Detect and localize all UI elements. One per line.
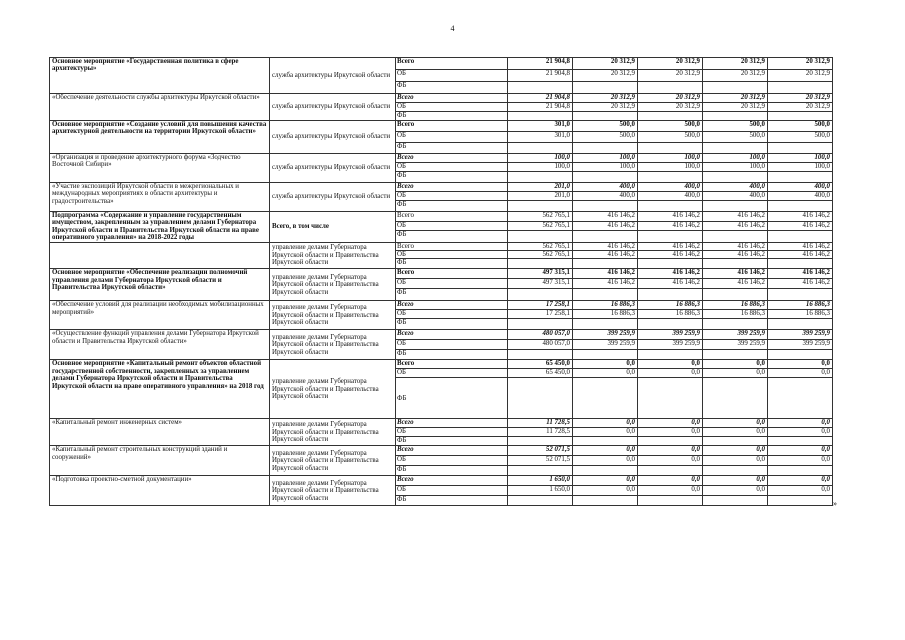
table-row xyxy=(50,58,833,70)
amount-cell xyxy=(638,112,703,121)
measure-name-cell: «Капитальный ремонт строительных конструкций зданий и сооружений» xyxy=(50,446,270,476)
amount-cell: 0,0 xyxy=(573,456,638,466)
amount-cell: 416 146,2 xyxy=(573,251,638,259)
measure-name-cell: Основное мероприятие «Государственная политика в сфере архитектуры» xyxy=(50,58,270,94)
amount-cell: 20 312,9 xyxy=(573,58,638,70)
amount-cell xyxy=(703,201,768,212)
funding-source-cell: Всего xyxy=(396,212,508,222)
amount-cell: 0,0 xyxy=(638,486,703,496)
amount-cell: 500,0 xyxy=(703,121,768,132)
amount-cell: 20 312,9 xyxy=(768,58,833,70)
amount-cell xyxy=(703,496,768,506)
amount-cell xyxy=(638,378,703,419)
amount-cell: 100,0 xyxy=(768,163,833,172)
amount-cell: 500,0 xyxy=(573,121,638,132)
measure-name-cell: Основное мероприятие «Капитальный ремонт объектов областной государственной собственности, закрепленных за управлением делами Губернатора Иркутской области и Правительства Иркутской области на праве оперативного управления» на 2018 год xyxy=(50,360,270,419)
executor-cell: служба архитектуры Иркутской области xyxy=(270,94,396,121)
amount-cell: 11 728,5 xyxy=(508,428,573,437)
amount-cell: 0,0 xyxy=(638,360,703,369)
amount-cell: 0,0 xyxy=(638,428,703,437)
amount-cell xyxy=(508,259,573,269)
amount-cell: 21 904,8 xyxy=(508,70,573,82)
funding-source-cell: ОБ xyxy=(396,132,508,143)
funding-source-cell: ФБ xyxy=(396,378,508,419)
amount-cell xyxy=(768,259,833,269)
amount-cell xyxy=(703,143,768,154)
amount-cell xyxy=(508,143,573,154)
amount-cell: 100,0 xyxy=(508,163,573,172)
amount-cell: 500,0 xyxy=(573,132,638,143)
amount-cell: 16 886,3 xyxy=(638,301,703,310)
executor-cell: управление делами Губернатора Иркутской области и Правительства Иркутской области xyxy=(270,476,396,506)
amount-cell: 416 146,2 xyxy=(768,269,833,279)
amount-cell: 416 146,2 xyxy=(573,242,638,250)
amount-cell xyxy=(768,378,833,419)
amount-cell: 400,0 xyxy=(768,183,833,192)
executor-cell: служба архитектуры Иркутской области xyxy=(270,58,396,94)
amount-cell xyxy=(573,378,638,419)
executor-cell: управление делами Губернатора Иркутской области и Правительства Иркутской области xyxy=(270,301,396,330)
table-row xyxy=(50,330,833,340)
amount-cell xyxy=(638,350,703,360)
amount-cell: 400,0 xyxy=(573,183,638,192)
amount-cell: 497 315,1 xyxy=(508,279,573,289)
amount-cell: 100,0 xyxy=(768,154,833,163)
funding-source-cell: ФБ xyxy=(396,259,508,269)
amount-cell: 0,0 xyxy=(703,360,768,369)
table-row xyxy=(50,183,833,192)
amount-cell xyxy=(573,466,638,476)
measure-name-cell: «Обеспечение деятельности службы архитектуры Иркутской области» xyxy=(50,94,270,121)
executor-cell: служба архитектуры Иркутской области xyxy=(270,154,396,183)
amount-cell: 416 146,2 xyxy=(703,279,768,289)
amount-cell: 416 146,2 xyxy=(638,279,703,289)
table-row xyxy=(50,446,833,456)
amount-cell: 0,0 xyxy=(638,456,703,466)
amount-cell xyxy=(508,231,573,242)
amount-cell: 0,0 xyxy=(573,419,638,428)
amount-cell xyxy=(508,201,573,212)
amount-cell: 100,0 xyxy=(638,163,703,172)
amount-cell: 416 146,2 xyxy=(703,251,768,259)
measure-name-cell: «Подготовка проектно-сметной документации» xyxy=(50,476,270,506)
amount-cell xyxy=(768,201,833,212)
amount-cell: 0,0 xyxy=(703,419,768,428)
amount-cell: 416 146,2 xyxy=(768,251,833,259)
amount-cell: 500,0 xyxy=(703,132,768,143)
amount-cell xyxy=(703,112,768,121)
amount-cell: 20 312,9 xyxy=(638,70,703,82)
amount-cell: 0,0 xyxy=(768,486,833,496)
amount-cell: 20 312,9 xyxy=(768,94,833,103)
amount-cell xyxy=(508,466,573,476)
amount-cell: 562 765,1 xyxy=(508,251,573,259)
amount-cell xyxy=(573,437,638,446)
amount-cell: 500,0 xyxy=(638,121,703,132)
amount-cell: 100,0 xyxy=(573,163,638,172)
funding-source-cell: Всего xyxy=(396,330,508,340)
measure-name-cell: Подпрограмма «Содержание и управление государственным имуществом, закрепленным за управлением делами Губернатора Иркутской области и Правительства Иркутской области на праве оперативного управления» на 2018-2022 годы xyxy=(50,212,270,243)
amount-cell: 100,0 xyxy=(703,154,768,163)
measure-name-cell: «Обеспечение условий для реализации необходимых мобилизационных мероприятий» xyxy=(50,301,270,330)
amount-cell: 0,0 xyxy=(768,476,833,486)
amount-cell: 0,0 xyxy=(638,369,703,378)
amount-cell: 400,0 xyxy=(638,192,703,201)
table-row xyxy=(50,121,833,132)
amount-cell: 416 146,2 xyxy=(573,221,638,231)
amount-cell xyxy=(768,289,833,301)
amount-cell: 0,0 xyxy=(768,428,833,437)
amount-cell xyxy=(573,201,638,212)
amount-cell: 16 886,3 xyxy=(703,301,768,310)
table-row xyxy=(50,212,833,222)
page-number: 4 xyxy=(450,24,455,33)
amount-cell xyxy=(638,143,703,154)
amount-cell: 480 057,0 xyxy=(508,340,573,350)
amount-cell: 400,0 xyxy=(703,192,768,201)
amount-cell: 20 312,9 xyxy=(703,70,768,82)
funding-source-cell: ФБ xyxy=(396,496,508,506)
amount-cell: 416 146,2 xyxy=(573,269,638,279)
amount-cell xyxy=(703,231,768,242)
amount-cell: 399 259,9 xyxy=(768,330,833,340)
table-row xyxy=(50,476,833,486)
amount-cell: 0,0 xyxy=(638,419,703,428)
amount-cell xyxy=(573,350,638,360)
amount-cell: 100,0 xyxy=(638,154,703,163)
funding-source-cell: Всего xyxy=(396,154,508,163)
amount-cell xyxy=(573,319,638,330)
amount-cell: 0,0 xyxy=(573,360,638,369)
amount-cell: 65 450,0 xyxy=(508,369,573,378)
amount-cell: 301,0 xyxy=(508,132,573,143)
amount-cell: 0,0 xyxy=(573,446,638,456)
amount-cell xyxy=(508,378,573,419)
funding-source-cell: ФБ xyxy=(396,172,508,183)
funding-source-cell: ОБ xyxy=(396,310,508,319)
amount-cell xyxy=(508,82,573,94)
amount-cell xyxy=(573,82,638,94)
amount-cell xyxy=(638,259,703,269)
amount-cell xyxy=(573,496,638,506)
amount-cell: 500,0 xyxy=(768,121,833,132)
executor-cell: управление делами Губернатора Иркутской области и Правительства Иркутской области xyxy=(270,330,396,360)
amount-cell: 399 259,9 xyxy=(573,330,638,340)
amount-cell: 16 886,3 xyxy=(768,310,833,319)
funding-source-cell: Всего xyxy=(396,269,508,279)
amount-cell xyxy=(703,350,768,360)
table-row xyxy=(50,154,833,163)
amount-cell: 20 312,9 xyxy=(638,103,703,112)
funding-source-cell: ФБ xyxy=(396,231,508,242)
amount-cell: 399 259,9 xyxy=(703,330,768,340)
amount-cell xyxy=(638,466,703,476)
amount-cell: 562 765,1 xyxy=(508,242,573,250)
amount-cell: 0,0 xyxy=(703,476,768,486)
funding-source-cell: Всего xyxy=(396,301,508,310)
amount-cell xyxy=(768,319,833,330)
funding-source-cell: Всего xyxy=(396,476,508,486)
amount-cell: 416 146,2 xyxy=(768,212,833,222)
funding-source-cell: ОБ xyxy=(396,369,508,378)
amount-cell: 21 904,8 xyxy=(508,103,573,112)
amount-cell: 52 071,5 xyxy=(508,446,573,456)
amount-cell xyxy=(703,437,768,446)
funding-source-cell: ОБ xyxy=(396,340,508,350)
funding-source-cell: ОБ xyxy=(396,456,508,466)
amount-cell: 0,0 xyxy=(768,446,833,456)
amount-cell: 100,0 xyxy=(703,163,768,172)
amount-cell: 100,0 xyxy=(573,154,638,163)
amount-cell: 16 886,3 xyxy=(573,301,638,310)
amount-cell xyxy=(638,82,703,94)
amount-cell: 0,0 xyxy=(703,446,768,456)
amount-cell: 480 057,0 xyxy=(508,330,573,340)
amount-cell xyxy=(508,289,573,301)
amount-cell: 416 146,2 xyxy=(573,212,638,222)
amount-cell: 416 146,2 xyxy=(638,221,703,231)
executor-cell: управление делами Губернатора Иркутской области и Правительства Иркутской области xyxy=(270,419,396,446)
measure-name-cell: Основное мероприятие «Обеспечение реализации полномочий управления делами Губернатора Иркутской области и Правительства Иркутской области» xyxy=(50,269,270,301)
funding-source-cell: ФБ xyxy=(396,201,508,212)
amount-cell: 400,0 xyxy=(768,192,833,201)
amount-cell xyxy=(768,496,833,506)
amount-cell: 416 146,2 xyxy=(703,212,768,222)
amount-cell xyxy=(638,496,703,506)
amount-cell: 20 312,9 xyxy=(573,70,638,82)
executor-cell: управление делами Губернатора Иркутской области и Правительства Иркутской области xyxy=(270,446,396,476)
amount-cell: 21 904,8 xyxy=(508,94,573,103)
amount-cell xyxy=(703,378,768,419)
executor-cell: служба архитектуры Иркутской области xyxy=(270,121,396,154)
amount-cell xyxy=(508,172,573,183)
amount-cell xyxy=(703,259,768,269)
amount-cell: 416 146,2 xyxy=(703,269,768,279)
measure-name-cell: «Организация и проведение архитектурного форума «Зодчество Восточной Сибири» xyxy=(50,154,270,183)
funding-source-cell: ФБ xyxy=(396,112,508,121)
amount-cell: 16 886,3 xyxy=(703,310,768,319)
amount-cell: 400,0 xyxy=(573,192,638,201)
amount-cell: 416 146,2 xyxy=(638,269,703,279)
amount-cell: 17 258,1 xyxy=(508,301,573,310)
executor-cell: управление делами Губернатора Иркутской области и Правительства Иркутской области xyxy=(270,269,396,301)
amount-cell xyxy=(638,201,703,212)
amount-cell: 17 258,1 xyxy=(508,310,573,319)
amount-cell xyxy=(768,112,833,121)
amount-cell: 416 146,2 xyxy=(768,279,833,289)
funding-source-cell: Всего xyxy=(396,94,508,103)
amount-cell: 16 886,3 xyxy=(573,310,638,319)
funding-source-cell: ОБ xyxy=(396,428,508,437)
funding-source-cell: ФБ xyxy=(396,437,508,446)
funding-source-cell: ОБ xyxy=(396,192,508,201)
funding-source-cell: ОБ xyxy=(396,163,508,172)
amount-cell xyxy=(703,82,768,94)
measure-name-cell xyxy=(50,242,270,269)
amount-cell xyxy=(638,319,703,330)
amount-cell xyxy=(703,172,768,183)
amount-cell: 399 259,9 xyxy=(638,340,703,350)
amount-cell: 20 312,9 xyxy=(573,94,638,103)
amount-cell xyxy=(508,112,573,121)
funding-source-cell: ФБ xyxy=(396,82,508,94)
amount-cell: 399 259,9 xyxy=(638,330,703,340)
amount-cell xyxy=(573,231,638,242)
amount-cell: 0,0 xyxy=(638,446,703,456)
funding-source-cell: ФБ xyxy=(396,350,508,360)
amount-cell xyxy=(573,172,638,183)
amount-cell: 400,0 xyxy=(638,183,703,192)
amount-cell: 16 886,3 xyxy=(768,301,833,310)
amount-cell: 11 728,5 xyxy=(508,419,573,428)
funding-source-cell: ОБ xyxy=(396,103,508,112)
table-row xyxy=(50,419,833,428)
amount-cell: 500,0 xyxy=(638,132,703,143)
amount-cell: 20 312,9 xyxy=(703,58,768,70)
amount-cell: 301,0 xyxy=(508,121,573,132)
table-row xyxy=(50,301,833,310)
amount-cell: 500,0 xyxy=(768,132,833,143)
amount-cell: 100,0 xyxy=(508,154,573,163)
amount-cell: 0,0 xyxy=(573,486,638,496)
amount-cell: 1 650,0 xyxy=(508,476,573,486)
amount-cell: 416 146,2 xyxy=(638,242,703,250)
amount-cell xyxy=(638,172,703,183)
amount-cell xyxy=(508,437,573,446)
amount-cell xyxy=(638,231,703,242)
amount-cell: 0,0 xyxy=(768,456,833,466)
funding-source-cell: Всего xyxy=(396,242,508,250)
funding-source-cell: Всего xyxy=(396,360,508,369)
measure-name-cell: «Осуществление функций управления делами Губернатора Иркутской области и Правительства Иркутской области» xyxy=(50,330,270,360)
amount-cell: 16 886,3 xyxy=(638,310,703,319)
amount-cell: 416 146,2 xyxy=(768,242,833,250)
amount-cell: 416 146,2 xyxy=(703,242,768,250)
amount-cell: 21 904,8 xyxy=(508,58,573,70)
amount-cell: 20 312,9 xyxy=(573,103,638,112)
amount-cell: 0,0 xyxy=(768,369,833,378)
funding-source-cell: ОБ xyxy=(396,251,508,259)
amount-cell: 201,0 xyxy=(508,192,573,201)
amount-cell: 65 450,0 xyxy=(508,360,573,369)
amount-cell: 0,0 xyxy=(703,456,768,466)
funding-source-cell: ФБ xyxy=(396,466,508,476)
amount-cell xyxy=(573,112,638,121)
executor-cell: управление делами Губернатора Иркутской области и Правительства Иркутской области xyxy=(270,242,396,269)
amount-cell: 20 312,9 xyxy=(703,103,768,112)
amount-cell xyxy=(768,143,833,154)
funding-source-cell: Всего xyxy=(396,183,508,192)
amount-cell: 20 312,9 xyxy=(638,58,703,70)
table-row xyxy=(50,94,833,103)
funding-source-cell: ОБ xyxy=(396,486,508,496)
amount-cell xyxy=(508,496,573,506)
amount-cell: 416 146,2 xyxy=(638,212,703,222)
amount-cell xyxy=(703,319,768,330)
amount-cell xyxy=(768,437,833,446)
amount-cell xyxy=(573,143,638,154)
funding-source-cell: ОБ xyxy=(396,70,508,82)
amount-cell: 0,0 xyxy=(638,476,703,486)
amount-cell: 52 071,5 xyxy=(508,456,573,466)
amount-cell xyxy=(768,466,833,476)
amount-cell: 399 259,9 xyxy=(573,340,638,350)
amount-cell xyxy=(638,437,703,446)
executor-cell: управление делами Губернатора Иркутской области и Правительства Иркутской области xyxy=(270,360,396,419)
table-row xyxy=(50,269,833,279)
amount-cell: 0,0 xyxy=(573,428,638,437)
amount-cell: 416 146,2 xyxy=(638,251,703,259)
amount-cell: 20 312,9 xyxy=(703,94,768,103)
amount-cell: 416 146,2 xyxy=(573,279,638,289)
funding-source-cell: ОБ xyxy=(396,221,508,231)
measure-name-cell: «Капитальный ремонт инженерных систем» xyxy=(50,419,270,446)
amount-cell xyxy=(703,466,768,476)
funding-source-cell: Всего xyxy=(396,58,508,70)
amount-cell: 0,0 xyxy=(703,428,768,437)
amount-cell: 399 259,9 xyxy=(703,340,768,350)
amount-cell: 20 312,9 xyxy=(638,94,703,103)
table-row xyxy=(50,360,833,369)
amount-cell xyxy=(508,319,573,330)
amount-cell: 399 259,9 xyxy=(768,340,833,350)
amount-cell: 0,0 xyxy=(768,360,833,369)
funding-source-cell: ОБ xyxy=(396,279,508,289)
amount-cell: 0,0 xyxy=(573,369,638,378)
funding-source-cell: ФБ xyxy=(396,319,508,330)
executor-cell: служба архитектуры Иркутской области xyxy=(270,183,396,212)
amount-cell: 0,0 xyxy=(703,486,768,496)
amount-cell: 416 146,2 xyxy=(703,221,768,231)
amount-cell xyxy=(703,289,768,301)
funding-source-cell: ФБ xyxy=(396,143,508,154)
amount-cell xyxy=(768,172,833,183)
amount-cell xyxy=(573,289,638,301)
amount-cell xyxy=(573,259,638,269)
amount-cell: 0,0 xyxy=(703,369,768,378)
amount-cell xyxy=(638,289,703,301)
amount-cell xyxy=(508,350,573,360)
amount-cell: 20 312,9 xyxy=(768,103,833,112)
amount-cell: 0,0 xyxy=(768,419,833,428)
amount-cell xyxy=(768,231,833,242)
funding-source-cell: Всего xyxy=(396,121,508,132)
table-row xyxy=(50,242,833,250)
amount-cell: 400,0 xyxy=(703,183,768,192)
amount-cell: 0,0 xyxy=(573,476,638,486)
amount-cell xyxy=(768,350,833,360)
amount-cell: 416 146,2 xyxy=(768,221,833,231)
amount-cell: 201,0 xyxy=(508,183,573,192)
amount-cell xyxy=(768,82,833,94)
budget-table xyxy=(49,57,833,506)
amount-cell: 562 765,1 xyxy=(508,221,573,231)
amount-cell: 497 315,1 xyxy=(508,269,573,279)
amount-cell: 1 650,0 xyxy=(508,486,573,496)
amount-cell: 20 312,9 xyxy=(768,70,833,82)
amount-cell: 562 765,1 xyxy=(508,212,573,222)
measure-name-cell: «Участие экспозиций Иркутской области в межрегиональных и международных мероприятиях в области архитектуры и градостроительства» xyxy=(50,183,270,212)
funding-source-cell: Всего xyxy=(396,446,508,456)
funding-source-cell: ФБ xyxy=(396,289,508,301)
measure-name-cell: Основное мероприятие «Создание условий для повышения качества архитектурной деятельности на территории Иркутской области» xyxy=(50,121,270,154)
trailing-mark: » xyxy=(833,499,837,508)
executor-cell: Всего, в том числе xyxy=(270,212,396,243)
funding-source-cell: Всего xyxy=(396,419,508,428)
